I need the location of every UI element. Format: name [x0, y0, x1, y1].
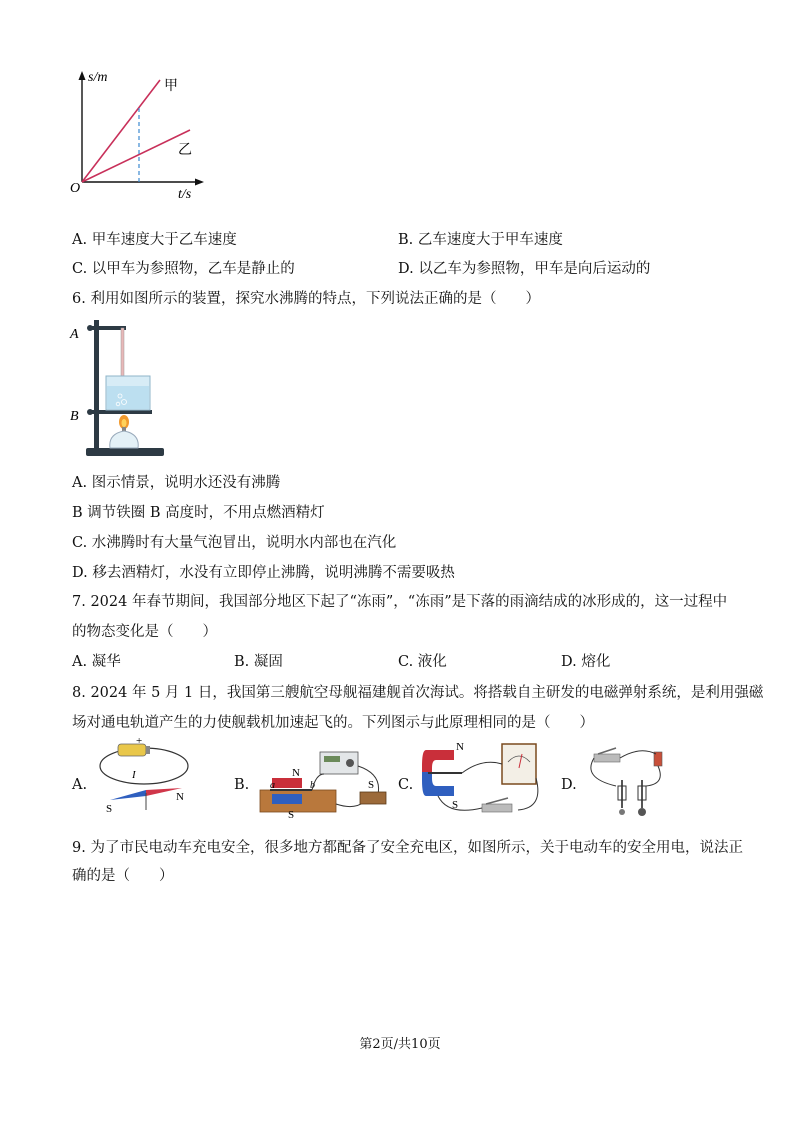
x-axis-arrow [195, 179, 204, 186]
flame-core [122, 419, 127, 427]
label-yi: 乙 [178, 143, 192, 158]
switch [482, 804, 512, 812]
q8-option-b-letter[interactable]: B. [234, 777, 250, 793]
plus-sign: + [136, 738, 143, 747]
top-clamp [88, 326, 126, 330]
compass-needle-s [110, 790, 146, 800]
switch [360, 792, 386, 804]
q6-stem: 6. 利用如图所示的装置，探究水沸腾的特点，下列说法正确的是（ ） [72, 291, 540, 307]
display [324, 756, 340, 762]
q7-stem-line2: 的物态变化是（ ） [72, 624, 217, 640]
knob-a [87, 325, 93, 331]
wire [462, 762, 502, 773]
n-label: N [292, 767, 300, 779]
switch-s-label: S [368, 779, 375, 791]
q8-figure-b[interactable] [254, 744, 394, 824]
q5-option-d[interactable]: D. 以乙车为参照物，甲车是向后运动的 [398, 261, 651, 277]
magnet-top [272, 778, 302, 788]
wire [646, 766, 660, 786]
label-b: B [70, 409, 79, 424]
galvanometer [502, 744, 536, 784]
y-axis-arrow [79, 71, 86, 80]
q9-stem-line1: 9. 为了市民电动车充电安全，很多地方都配备了安全充电区，如图所示，关于电动车的安全用电，说法正 [72, 840, 743, 856]
q8-figure-a[interactable] [92, 738, 202, 818]
s-label: S [288, 809, 295, 821]
current-label: I [132, 769, 136, 781]
wire [438, 796, 482, 810]
q5-option-a[interactable]: A. 甲车速度大于乙车速度 [72, 232, 237, 248]
q8-option-d-letter[interactable]: D. [561, 777, 577, 793]
magnet-bottom [272, 794, 302, 804]
boiling-apparatus-figure [68, 314, 168, 464]
q8-option-c-letter[interactable]: C. [398, 777, 414, 793]
switch [594, 754, 620, 762]
q7-option-d[interactable]: D. 熔化 [561, 654, 611, 670]
q8-stem-line1: 8. 2024 年 5 月 1 日，我国第三艘航空母舰福建舰首次海试。将搭载自主研发的电磁弹射系统，是利用强磁 [72, 685, 764, 701]
line-jia [82, 80, 160, 182]
q5-option-b[interactable]: B. 乙车速度大于甲车速度 [398, 232, 563, 248]
q7-stem-line1: 7. 2024 年春节期间，我国部分地区下起了“冻雨”，“冻雨”是下落的雨滴结成的冰形成的，这一过程中 [72, 594, 728, 610]
q7-option-b[interactable]: B. 凝固 [234, 654, 283, 670]
label-jia: 甲 [164, 79, 178, 94]
q6-option-c[interactable]: C. 水沸腾时有大量气泡冒出，说明水内部也在汽化 [72, 535, 397, 551]
q6-option-d[interactable]: D. 移去酒精灯，水没有立即停止沸腾，说明沸腾不需要吸热 [72, 565, 455, 581]
q8-stem-line2: 场对通电轨道产生的力使舰载机加速起飞的。下列图示与此原理相同的是（ ） [72, 715, 594, 731]
water [107, 386, 149, 409]
a-label: a [270, 780, 275, 791]
q9-stem-line2: 确的是（ ） [72, 868, 174, 884]
q7-option-c[interactable]: C. 液化 [398, 654, 447, 670]
power-knob [346, 759, 354, 767]
stand-base [86, 448, 164, 456]
switch-blade [486, 798, 508, 804]
page-footer: 第2页/共10页 [359, 1037, 441, 1052]
q6-option-b[interactable]: B 调节铁圈 B 高度时，不用点燃酒精灯 [72, 505, 325, 521]
line-yi [82, 130, 190, 182]
n-label: N [176, 791, 184, 803]
switch-blade [598, 748, 616, 754]
origin-label: O [70, 181, 81, 196]
q7-option-a[interactable]: A. 凝华 [72, 654, 121, 670]
x-axis-label: t/s [178, 187, 192, 202]
s-label: S [452, 799, 459, 811]
s-label: S [106, 803, 113, 815]
pins-a [619, 809, 625, 815]
alcohol-lamp [110, 431, 138, 448]
horseshoe-magnet-s [422, 772, 454, 796]
q6-option-a[interactable]: A. 图示情景，说明水还没有沸腾 [72, 475, 281, 491]
ring-b [88, 410, 152, 414]
q8-option-a-letter[interactable]: A. [72, 777, 88, 793]
wire [620, 751, 656, 758]
q8-figure-d[interactable] [580, 742, 680, 822]
q8-figure-c[interactable] [418, 738, 548, 826]
st-graph [68, 66, 218, 206]
b-label: b [310, 780, 315, 791]
y-axis-label: s/m [88, 70, 108, 85]
pins-b [638, 808, 646, 816]
knob-b [87, 409, 93, 415]
n-label: N [456, 741, 464, 753]
horseshoe-magnet-n [422, 750, 454, 772]
label-a: A [70, 327, 79, 342]
q5-option-c[interactable]: C. 以甲车为参照物，乙车是静止的 [72, 261, 295, 277]
battery-end [146, 746, 150, 754]
stand-rod [94, 320, 99, 452]
